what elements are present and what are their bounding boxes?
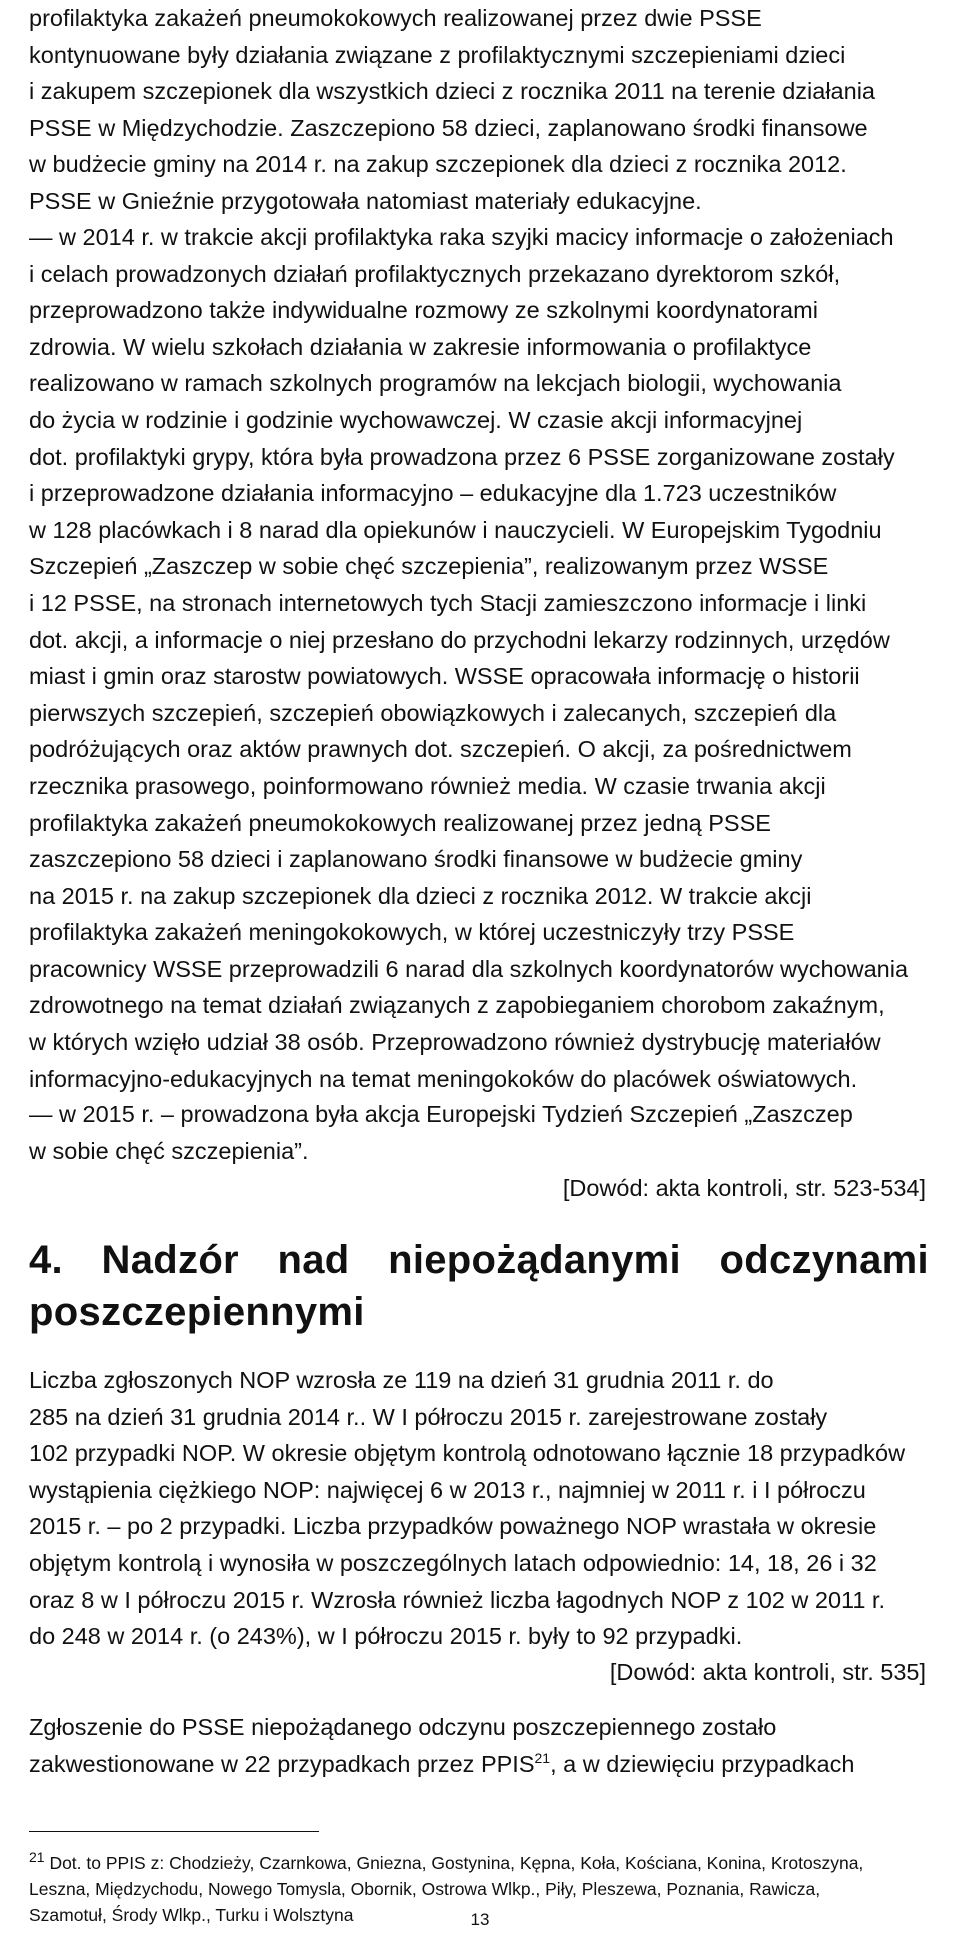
text-line: w sobie chęć szczepienia”. xyxy=(29,1137,309,1164)
text-line: przeprowadzono także indywidualne rozmowy ze szkolnymi koordynatorami xyxy=(29,297,818,324)
text-line: w budżecie gminy na 2014 r. na zakup szczepionek dla dzieci z rocznika 2012. xyxy=(29,151,847,178)
footnote-ref[interactable]: 21 xyxy=(534,1749,551,1766)
heading-line xyxy=(29,1234,929,1286)
text-line: rzecznika prasowego, poinformowano również media. W czasie trwania akcji xyxy=(29,772,826,799)
text-line: Zgłoszenie do PSSE niepożądanego odczynu poszczepiennego zostało xyxy=(29,1714,777,1740)
text-line: 285 na dzień 31 grudnia 2014 r.. W I półroczu 2015 r. zarejestrowane zostały xyxy=(29,1403,828,1430)
footnote-line: Leszna, Międzychodu, Nowego Tomysla, Obornik, Ostrowa Wlkp., Piły, Pleszewa, Poznania, Rawicza, xyxy=(29,1879,821,1899)
paragraph-nop-reports xyxy=(29,1709,929,1782)
text-line: dot. profilaktyki grypy, która była prowadzona przez 6 PSSE zorganizowane zostały xyxy=(29,443,895,470)
text-fragment: , a w dziewięciu przypadkach xyxy=(550,1750,855,1777)
text-line: Szczepień „Zaszczep w sobie chęć szczepienia”, realizowanym przez WSSE xyxy=(29,553,829,580)
text-line: w których wzięło udział 38 osób. Przeprowadzono również dystrybucję materiałów xyxy=(29,1029,881,1056)
heading-word: odczynami xyxy=(719,1238,929,1282)
text-line: podróżujących oraz aktów prawnych dot. szczepień. O akcji, za pośrednictwem xyxy=(29,736,852,763)
text-line: PSSE w Gnieźnie przygotowała natomiast materiały edukacyjne. xyxy=(29,187,702,214)
footnote-line xyxy=(29,1850,929,1876)
text-line: realizowano w ramach szkolnych programów na lekcjach biologii, wychowania xyxy=(29,370,842,397)
paragraph-2015-actions xyxy=(29,1096,929,1169)
heading-number: 4. xyxy=(29,1238,63,1282)
text-line: pracownicy WSSE przeprowadzili 6 narad dla szkolnych koordynatorów wychowania xyxy=(29,955,909,982)
text-fragment: zakwestionowane w 22 przypadkach przez PPIS xyxy=(29,1750,535,1777)
text-line: i celach prowadzonych działań profilaktycznych przekazano dyrektorom szkół, xyxy=(29,260,841,287)
text-line: informacyjno-edukacyjnych na temat meningokoków do placówek oświatowych. xyxy=(29,1065,858,1092)
evidence-reference: [Dowód: akta kontroli, str. 535] xyxy=(609,1659,926,1685)
text-line: zaszczepiono 58 dzieci i zaplanowano środki finansowe w budżecie gminy xyxy=(29,846,803,873)
text-line: wystąpienia ciężkiego NOP: najwięcej 6 w 2013 r., najmniej w 2011 r. i I półroczu xyxy=(29,1476,866,1503)
text-line: profilaktyka zakażeń pneumokokowych realizowanej przez jedną PSSE xyxy=(29,809,771,836)
text-line: objętym kontrolą i wynosiła w poszczególnych latach odpowiednio: 14, 18, 26 i 32 xyxy=(29,1549,877,1576)
text-line: Liczba zgłoszonych NOP wzrosła ze 119 na dzień 31 grudnia 2011 r. do xyxy=(29,1367,774,1393)
heading-word: niepożądanymi xyxy=(388,1238,681,1282)
text-line: oraz 8 w I półroczu 2015 r. Wzrosła również liczba łagodnych NOP z 102 w 2011 r. xyxy=(29,1586,885,1613)
paragraph-nop-statistics xyxy=(29,1362,929,1655)
footnote-marker: 21 xyxy=(29,1849,45,1866)
footnote-line: Szamotuł, Środy Wlkp., Turku i Wolsztyna xyxy=(29,1905,354,1925)
text-line: i 12 PSSE, na stronach internetowych tych Stacji zamieszczono informacje i linki xyxy=(29,589,867,616)
footnote-separator xyxy=(29,1831,319,1832)
text-line: zdrowia. W wielu szkołach działania w zakresie informowania o profilaktyce xyxy=(29,333,812,360)
text-line: — w 2014 r. w trakcie akcji profilaktyka raka szyjki macicy informacje o założeniach xyxy=(29,224,894,250)
text-line: i przeprowadzone działania informacyjno – edukacyjne dla 1.723 uczestników xyxy=(29,480,837,507)
text-line: — w 2015 r. – prowadzona była akcja Europejski Tydzień Szczepień „Zaszczep xyxy=(29,1101,853,1127)
text-line: 2015 r. – po 2 przypadki. Liczba przypadków poważnego NOP wrastała w okresie xyxy=(29,1513,877,1540)
text-line: dot. akcji, a informacje o niej przesłano do przychodni lekarzy rodzinnych, urzędów xyxy=(29,626,890,653)
text-line: PSSE w Międzychodzie. Zaszczepiono 58 dzieci, zaplanowano środki finansowe xyxy=(29,114,868,141)
text-line: miast i gmin oraz starostw powiatowych. WSSE opracowała informację o historii xyxy=(29,663,860,690)
text-line: profilaktyka zakażeń meningokokowych, w której uczestniczyły trzy PSSE xyxy=(29,919,795,946)
heading-line: poszczepiennymi xyxy=(29,1290,365,1334)
footnote-text: Dot. to PPIS z: Chodzieży, Czarnkowa, Gniezna, Gostynina, Kępna, Koła, Kościana, Konina, Krotoszyna, xyxy=(44,1853,864,1873)
section-heading xyxy=(29,1234,929,1338)
text-line: pierwszych szczepień, szczepień obowiązkowych i zalecanych, szczepień dla xyxy=(29,699,837,726)
text-line: do 248 w 2014 r. (o 243%), w I półroczu 2015 r. były to 92 przypadki. xyxy=(29,1623,743,1650)
text-line: profilaktyka zakażeń pneumokokowych realizowanej przez dwie PSSE xyxy=(29,5,762,31)
text-line: kontynuowane były działania związane z profilaktycznymi szczepieniami dzieci xyxy=(29,41,846,68)
text-line: i zakupem szczepionek dla wszystkich dzieci z rocznika 2011 na terenie działania xyxy=(29,78,875,105)
heading-word: Nadzór xyxy=(101,1238,239,1282)
text-line: do życia w rodzinie i godzinie wychowawczej. W czasie akcji informacyjnej xyxy=(29,406,803,433)
evidence-reference: [Dowód: akta kontroli, str. 523-534] xyxy=(562,1175,926,1201)
heading-word: nad xyxy=(277,1238,350,1282)
text-line: w 128 placówkach i 8 narad dla opiekunów i nauczycieli. W Europejskim Tygodniu xyxy=(29,516,882,543)
paragraph-2014-actions xyxy=(29,219,929,1097)
text-line xyxy=(29,1746,929,1783)
text-line: na 2015 r. na zakup szczepionek dla dzieci z rocznika 2012. W trakcie akcji xyxy=(29,882,812,909)
text-line: 102 przypadki NOP. W okresie objętym kontrolą odnotowano łącznie 18 przypadków xyxy=(29,1440,906,1467)
paragraph-pneumococcal xyxy=(29,0,929,220)
page-number: 13 xyxy=(470,1910,490,1929)
text-line: zdrowotnego na temat działań związanych z zapobieganiem chorobom zakaźnym, xyxy=(29,992,885,1019)
